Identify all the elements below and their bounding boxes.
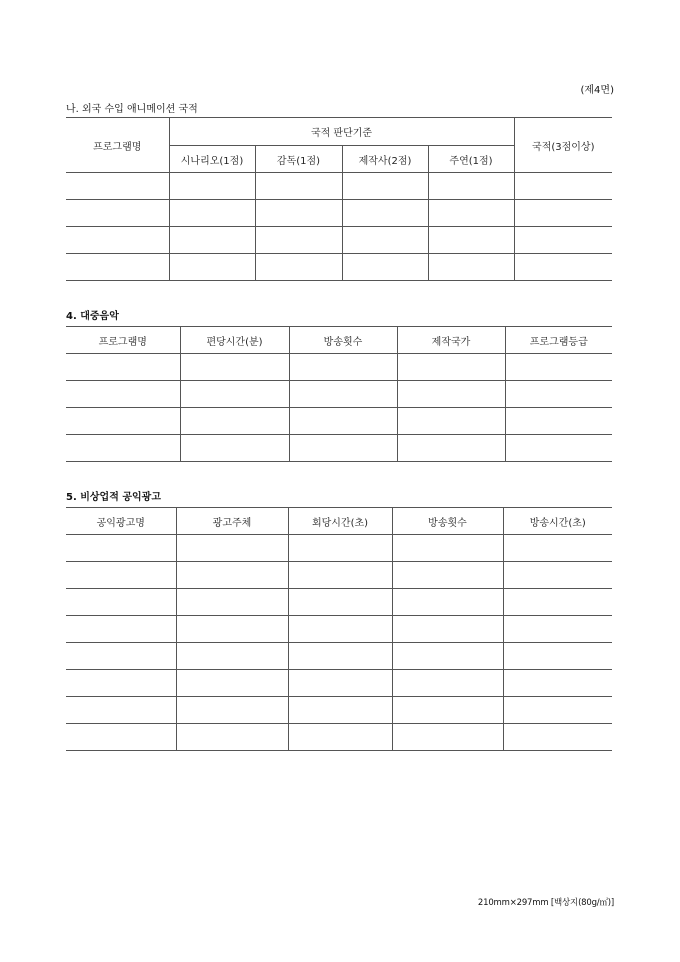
table-row bbox=[66, 381, 612, 408]
table-cell[interactable] bbox=[289, 354, 397, 381]
table-cell[interactable] bbox=[503, 535, 612, 562]
table-cell[interactable] bbox=[392, 697, 503, 724]
table-cell[interactable] bbox=[514, 254, 612, 281]
table-cell[interactable] bbox=[169, 200, 255, 227]
table-cell[interactable] bbox=[342, 173, 428, 200]
table-cell[interactable] bbox=[289, 408, 397, 435]
table-row bbox=[66, 670, 612, 697]
header-ad-name: 공익광고명 bbox=[66, 508, 176, 535]
table-cell[interactable] bbox=[180, 408, 289, 435]
table-cell[interactable] bbox=[176, 643, 288, 670]
table-cell[interactable] bbox=[505, 354, 612, 381]
table-cell[interactable] bbox=[180, 435, 289, 462]
table-cell[interactable] bbox=[176, 562, 288, 589]
foreign-animation-nationality-table bbox=[66, 117, 612, 281]
table-cell[interactable] bbox=[288, 643, 392, 670]
table-cell[interactable] bbox=[505, 381, 612, 408]
table-cell[interactable] bbox=[503, 589, 612, 616]
table-cell[interactable] bbox=[176, 589, 288, 616]
table-cell[interactable] bbox=[66, 535, 176, 562]
header-production-country: 제작국가 bbox=[397, 327, 505, 354]
table-cell[interactable] bbox=[514, 200, 612, 227]
table-cell[interactable] bbox=[392, 535, 503, 562]
paper-spec-footer: 210mm×297mm [백상지(80g/㎡)] bbox=[477, 898, 614, 908]
table-cell[interactable] bbox=[66, 200, 169, 227]
header-broadcast-count: 방송횟수 bbox=[392, 508, 503, 535]
table-cell[interactable] bbox=[397, 435, 505, 462]
table-row bbox=[66, 616, 612, 643]
table-cell[interactable] bbox=[176, 670, 288, 697]
table-cell[interactable] bbox=[66, 562, 176, 589]
header-nationality-result: 국적(3점이상) bbox=[514, 118, 612, 173]
table-cell[interactable] bbox=[66, 354, 180, 381]
table-cell[interactable] bbox=[176, 697, 288, 724]
table-row bbox=[66, 200, 612, 227]
table-row bbox=[66, 643, 612, 670]
table-cell[interactable] bbox=[288, 724, 392, 751]
table-row bbox=[66, 562, 612, 589]
header-advertiser: 광고주체 bbox=[176, 508, 288, 535]
table-cell[interactable] bbox=[503, 643, 612, 670]
table-cell[interactable] bbox=[392, 643, 503, 670]
table-cell[interactable] bbox=[428, 254, 514, 281]
header-lead-actor: 주연(1점) bbox=[428, 146, 514, 173]
table-cell[interactable] bbox=[505, 408, 612, 435]
table-cell[interactable] bbox=[169, 173, 255, 200]
table-cell[interactable] bbox=[342, 200, 428, 227]
table-cell[interactable] bbox=[428, 173, 514, 200]
header-broadcast-seconds: 방송시간(초) bbox=[503, 508, 612, 535]
section-a-title: 나. 외국 수입 애니메이션 국적 bbox=[66, 104, 198, 115]
table-cell[interactable] bbox=[342, 227, 428, 254]
header-scenario: 시나리오(1점) bbox=[169, 146, 255, 173]
table-cell[interactable] bbox=[397, 408, 505, 435]
table-cell[interactable] bbox=[288, 589, 392, 616]
header-program-name: 프로그램명 bbox=[66, 327, 180, 354]
table-row bbox=[66, 535, 612, 562]
table-cell[interactable] bbox=[289, 381, 397, 408]
table-cell[interactable] bbox=[66, 643, 176, 670]
section-b-title: 4. 대중음악 bbox=[66, 311, 119, 322]
page-number: (제4면) bbox=[580, 85, 614, 96]
table-row bbox=[66, 173, 612, 200]
table-cell[interactable] bbox=[66, 435, 180, 462]
table-cell[interactable] bbox=[255, 254, 342, 281]
header-minutes-per-episode: 편당시간(분) bbox=[180, 327, 289, 354]
table-row bbox=[66, 227, 612, 254]
table-cell[interactable] bbox=[66, 408, 180, 435]
table-cell[interactable] bbox=[180, 381, 289, 408]
table-cell[interactable] bbox=[66, 616, 176, 643]
table-cell[interactable] bbox=[66, 670, 176, 697]
table-cell[interactable] bbox=[392, 589, 503, 616]
header-seconds-per-airing: 회당시간(초) bbox=[288, 508, 392, 535]
table-cell[interactable] bbox=[503, 616, 612, 643]
table-cell[interactable] bbox=[514, 173, 612, 200]
header-director: 감독(1점) bbox=[255, 146, 342, 173]
table-cell[interactable] bbox=[66, 724, 176, 751]
table-row bbox=[66, 589, 612, 616]
table-cell[interactable] bbox=[66, 589, 176, 616]
popular-music-table bbox=[66, 326, 612, 462]
table-row bbox=[66, 435, 612, 462]
table-cell[interactable] bbox=[392, 724, 503, 751]
table-cell[interactable] bbox=[514, 227, 612, 254]
table-cell[interactable] bbox=[288, 670, 392, 697]
table-cell[interactable] bbox=[288, 697, 392, 724]
section-c-title: 5. 비상업적 공익광고 bbox=[66, 492, 161, 503]
table-cell[interactable] bbox=[288, 616, 392, 643]
table-cell[interactable] bbox=[255, 173, 342, 200]
table-cell[interactable] bbox=[66, 697, 176, 724]
table-cell[interactable] bbox=[288, 562, 392, 589]
table-cell[interactable] bbox=[66, 227, 169, 254]
table-row bbox=[66, 254, 612, 281]
table-cell[interactable] bbox=[503, 562, 612, 589]
table-row bbox=[66, 724, 612, 751]
table-cell[interactable] bbox=[255, 227, 342, 254]
table-cell[interactable] bbox=[289, 435, 397, 462]
header-nationality-criteria: 국적 판단기준 bbox=[169, 118, 514, 146]
table-cell[interactable] bbox=[176, 724, 288, 751]
table-cell[interactable] bbox=[169, 254, 255, 281]
table-cell[interactable] bbox=[176, 535, 288, 562]
header-broadcast-count: 방송횟수 bbox=[289, 327, 397, 354]
table-cell[interactable] bbox=[342, 254, 428, 281]
table-row bbox=[66, 697, 612, 724]
header-producer: 제작사(2점) bbox=[342, 146, 428, 173]
table-cell[interactable] bbox=[503, 697, 612, 724]
table-cell[interactable] bbox=[503, 670, 612, 697]
public-service-ad-table bbox=[66, 507, 612, 751]
table-cell[interactable] bbox=[288, 535, 392, 562]
header-program-rating: 프로그램등급 bbox=[505, 327, 612, 354]
table-cell[interactable] bbox=[66, 173, 169, 200]
table-cell[interactable] bbox=[255, 200, 342, 227]
table-cell[interactable] bbox=[428, 227, 514, 254]
table-cell[interactable] bbox=[505, 435, 612, 462]
table-cell[interactable] bbox=[66, 381, 180, 408]
table-cell[interactable] bbox=[397, 381, 505, 408]
table-cell[interactable] bbox=[169, 227, 255, 254]
table-cell[interactable] bbox=[428, 200, 514, 227]
table-cell[interactable] bbox=[392, 616, 503, 643]
table-cell[interactable] bbox=[397, 354, 505, 381]
table-cell[interactable] bbox=[392, 670, 503, 697]
table-cell[interactable] bbox=[66, 254, 169, 281]
table-row bbox=[66, 408, 612, 435]
table-cell[interactable] bbox=[392, 562, 503, 589]
table-cell[interactable] bbox=[176, 616, 288, 643]
table-cell[interactable] bbox=[180, 354, 289, 381]
table-row bbox=[66, 354, 612, 381]
header-program-name: 프로그램명 bbox=[66, 118, 169, 173]
table-cell[interactable] bbox=[503, 724, 612, 751]
